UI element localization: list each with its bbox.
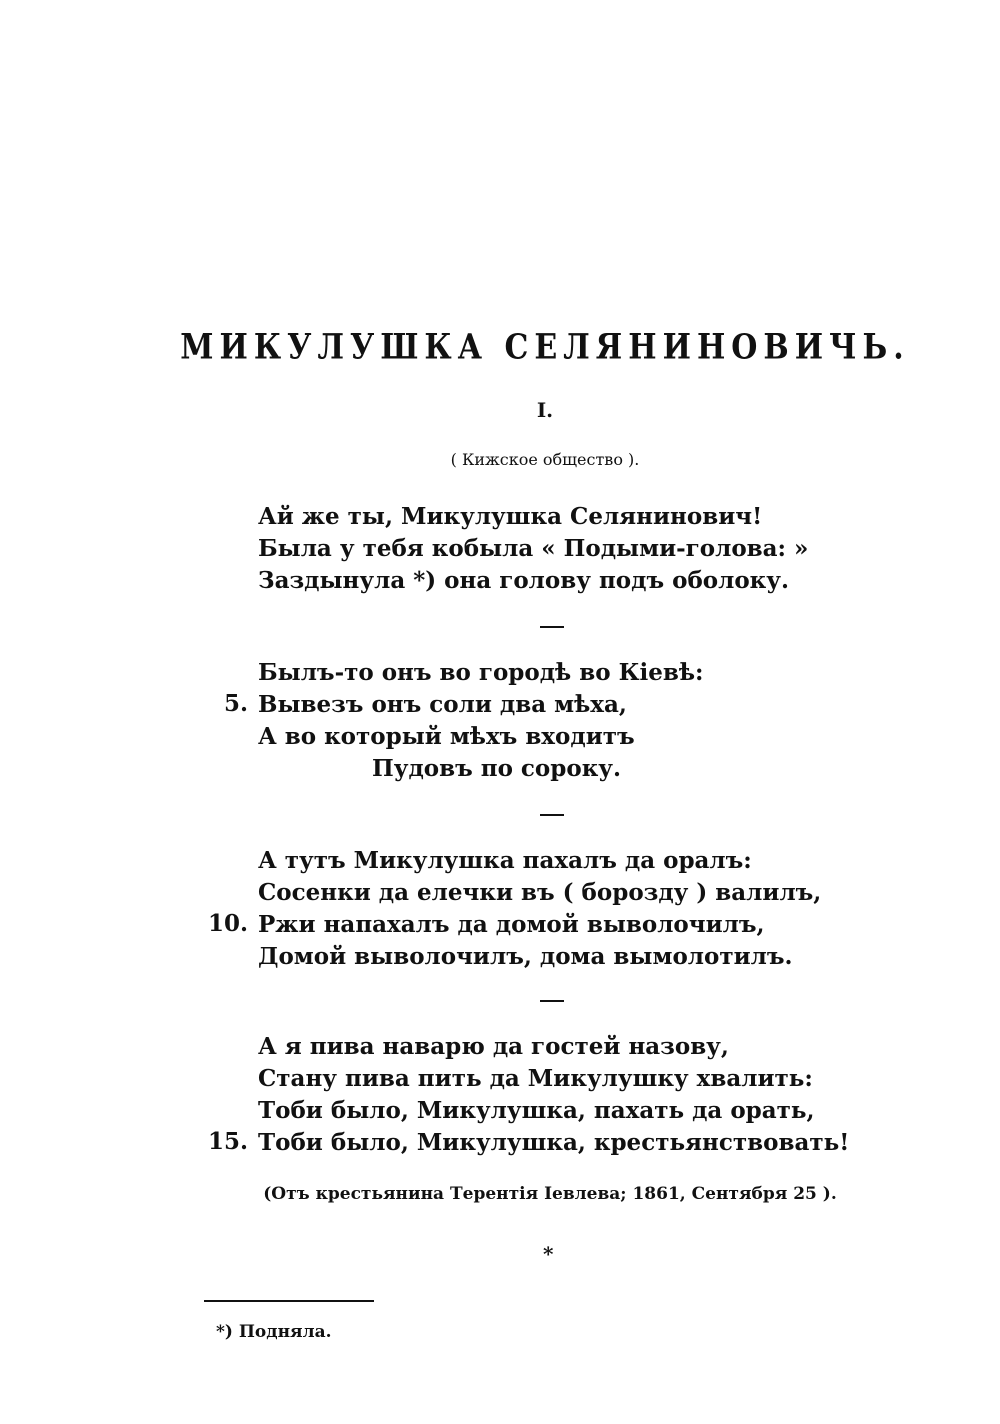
line-number: 10. [207, 910, 248, 937]
verse-line: Домой выволочилъ, дома вымолотилъ. [258, 943, 793, 970]
verse-line: Стану пива пить да Микулушку хвалить: [258, 1065, 813, 1092]
stanza-divider [540, 814, 564, 816]
stanza-divider [540, 1000, 564, 1002]
section-number: I. [536, 398, 554, 422]
verse-line: А во который мѣхъ входитъ [258, 723, 635, 750]
verse-line: А тутъ Микулушка пахалъ да оралъ: [258, 847, 752, 874]
stanza-divider [540, 626, 564, 628]
verse-line: Была у тебя кобыла « Подыми-голова: » [258, 535, 809, 562]
verse-line: Сосенки да елечки въ ( борозду ) валилъ, [258, 879, 822, 906]
verse-line: Ай же ты, Микулушка Селянинович! [258, 503, 763, 530]
verse-line: Былъ-то онъ во городѣ во Кіевѣ: [258, 659, 704, 686]
verse-line: Ржи напахалъ да домой выволочилъ, [258, 911, 765, 938]
verse-line: Вывезъ онъ соли два мѣха, [258, 691, 627, 718]
poem-subtitle: ( Кижское общество ). [450, 450, 640, 469]
footnote-rule [204, 1300, 374, 1302]
poem-title: МИКУЛУШКА СЕЛЯНИНОВИЧЬ. [180, 327, 910, 368]
verse-line: Пудовъ по сороку. [372, 755, 622, 782]
ornament: * [543, 1242, 554, 1266]
verse-line: Заздынула *) она голову подъ оболоку. [258, 567, 790, 594]
verse-line: А я пива наварю да гостей назову, [258, 1033, 729, 1060]
verse-line: Тоби было, Микулушка, крестьянствовать! [258, 1129, 850, 1156]
verse-line: Тоби было, Микулушка, пахать да орать, [258, 1097, 815, 1124]
line-number: 15. [207, 1128, 248, 1155]
source-note: (Отъ крестьянина Терентія Іевлева; 1861, Сентября 25 ). [263, 1184, 837, 1204]
footnote: *) Подняла. [216, 1322, 332, 1342]
line-number: 5. [223, 690, 248, 717]
